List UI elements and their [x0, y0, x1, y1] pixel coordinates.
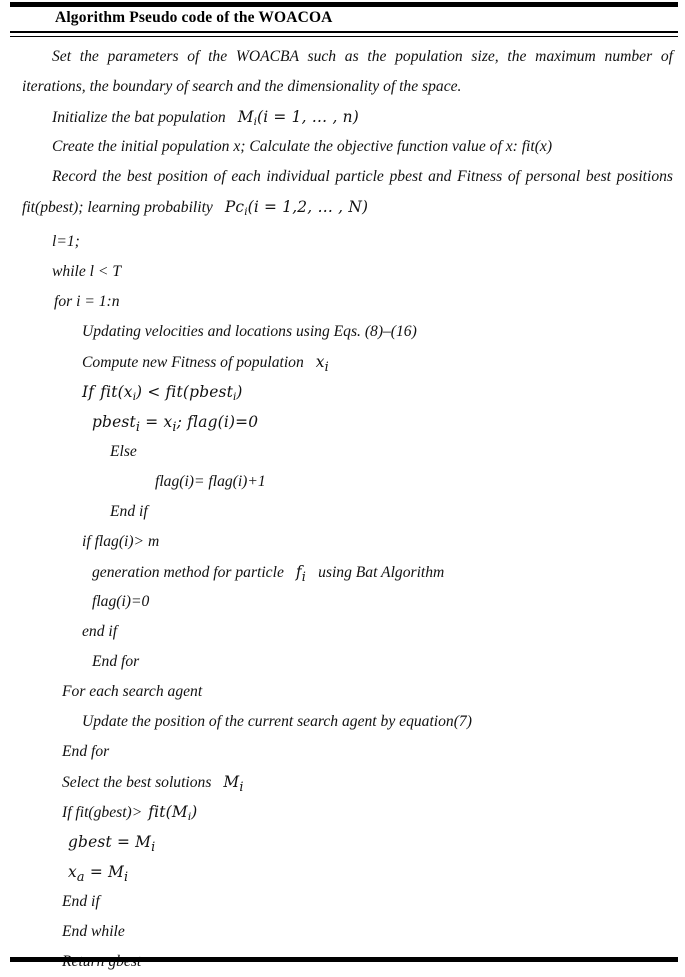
line-update-position: Update the position of the current search agent by equation(7): [82, 712, 472, 730]
line-end-for-inner: End for: [92, 652, 140, 670]
generation-text: generation method for particle: [92, 563, 284, 581]
line-if-fit-lt-fit-pbest: [0, 377, 685, 407]
fit-pbest-subscript: i: [233, 390, 237, 403]
line-pbest-assign: [0, 407, 685, 437]
line-flag-increment: flag(i)= flag(i)+1: [155, 472, 266, 490]
xa-subscript: a: [76, 870, 85, 885]
xa-math: [68, 862, 129, 885]
xa-eq-M: = M: [84, 862, 124, 881]
line-if-fit-gbest: [0, 797, 685, 827]
gbest-subscript: i: [151, 840, 156, 855]
record-math: [225, 198, 368, 216]
gbest-math: [68, 832, 156, 855]
initialize-math: [238, 108, 359, 126]
math-M-rest: (i = 1, … , n): [257, 108, 359, 126]
flag-zero: ; flag(i)=0: [176, 412, 259, 431]
compute-math: [315, 352, 329, 375]
math-f: f: [295, 562, 302, 581]
line-initialize-bat-population: [0, 102, 685, 132]
initialize-text: Initialize the bat population: [52, 109, 226, 126]
math-M2-subscript: i: [239, 780, 244, 795]
line-create-initial-population: Create the initial population x; Calculate the objective function value of x: fit(x): [52, 138, 553, 155]
math-f-subscript: i: [301, 570, 307, 585]
line-end-if-inner: End if: [110, 502, 148, 520]
line-generation-method: [0, 557, 685, 587]
generation-text-2: using Bat Algorithm: [318, 563, 445, 581]
line-xa-assign: [0, 857, 685, 887]
line-set-parameters: Set the parameters of the WOACBA such as the population size, the maximum number of iterations, the boundary of search and the dimensionality of the space.: [22, 48, 673, 95]
compute-text: Compute new Fitness of population: [82, 353, 304, 371]
xa-label: x: [68, 862, 77, 881]
fit-M-subscript: i: [187, 810, 192, 823]
M-subscript: i: [124, 870, 129, 885]
line-else: Else: [110, 442, 137, 460]
algorithm-title: Algorithm Pseudo code of the WOACOA: [55, 9, 333, 26]
line-for-i-1-n: for i = 1:n: [54, 292, 120, 310]
top-rule: [10, 2, 678, 7]
fit-M-open: fit(M: [148, 802, 188, 821]
x-subscript: i: [172, 420, 177, 435]
line-compute-new-fitness: [0, 347, 685, 377]
bottom-rule: [10, 957, 678, 962]
pbest-subscript: i: [135, 420, 141, 435]
line-end-if-outer: end if: [82, 622, 118, 640]
if-gbest-text: If fit(gbest)>: [62, 803, 143, 821]
line-end-if-final: End if: [62, 892, 100, 910]
pbest-math: [92, 412, 177, 435]
math-Pc: Pc: [224, 198, 245, 216]
line-record-best-position: [0, 162, 685, 227]
fit-close: ): [236, 382, 243, 401]
math-M: M: [237, 108, 254, 126]
if-fit-math: [82, 383, 243, 401]
title-rule-upper: [10, 31, 678, 33]
line-end-while: End while: [62, 922, 125, 940]
if-gbest-math: [148, 803, 197, 821]
select-text: Select the best solutions: [62, 773, 212, 791]
line-gbest-assign: [0, 827, 685, 857]
line-for-each-search-agent: For each search agent: [62, 682, 203, 700]
if-keyword: If: [82, 382, 95, 401]
title-rule-lower: [10, 36, 678, 37]
pbest-eq-x: = x: [140, 412, 173, 431]
generation-math: [295, 562, 307, 585]
math-Pc-subscript: i: [244, 205, 248, 218]
record-text: Record the best position of each individual particle pbest and Fitness of personal best positions fit(pbest); learning probability: [22, 168, 673, 216]
line-flag-reset: flag(i)=0: [92, 592, 150, 610]
math-x-subscript: i: [324, 360, 329, 375]
fit-compare: ) < fit(pbest: [136, 382, 234, 401]
line-end-for-outer: End for: [62, 742, 110, 760]
line-select-best-solutions: [0, 767, 685, 797]
fit-M-close: ): [191, 802, 198, 821]
math-Pc-rest: (i = 1,2, … , N): [247, 198, 369, 216]
line-l-assign: l=1;: [52, 232, 80, 250]
gbest-label: gbest = M: [68, 832, 152, 851]
select-math: [223, 772, 244, 795]
fit-x-subscript: i: [132, 390, 137, 403]
line-if-flag-gt-m: if flag(i)> m: [82, 532, 160, 550]
math-x: x: [315, 352, 325, 371]
fit-x-open: fit(x: [100, 382, 133, 401]
pbest-label: pbest: [92, 412, 136, 431]
pseudocode-lines: [0, 42, 685, 977]
math-M-subscript: i: [253, 115, 258, 128]
line-updating-velocities: Updating velocities and locations using Eqs. (8)–(16): [82, 322, 417, 340]
line-while-l-lt-t: while l < T: [52, 262, 122, 280]
math-M2: M: [223, 772, 240, 791]
